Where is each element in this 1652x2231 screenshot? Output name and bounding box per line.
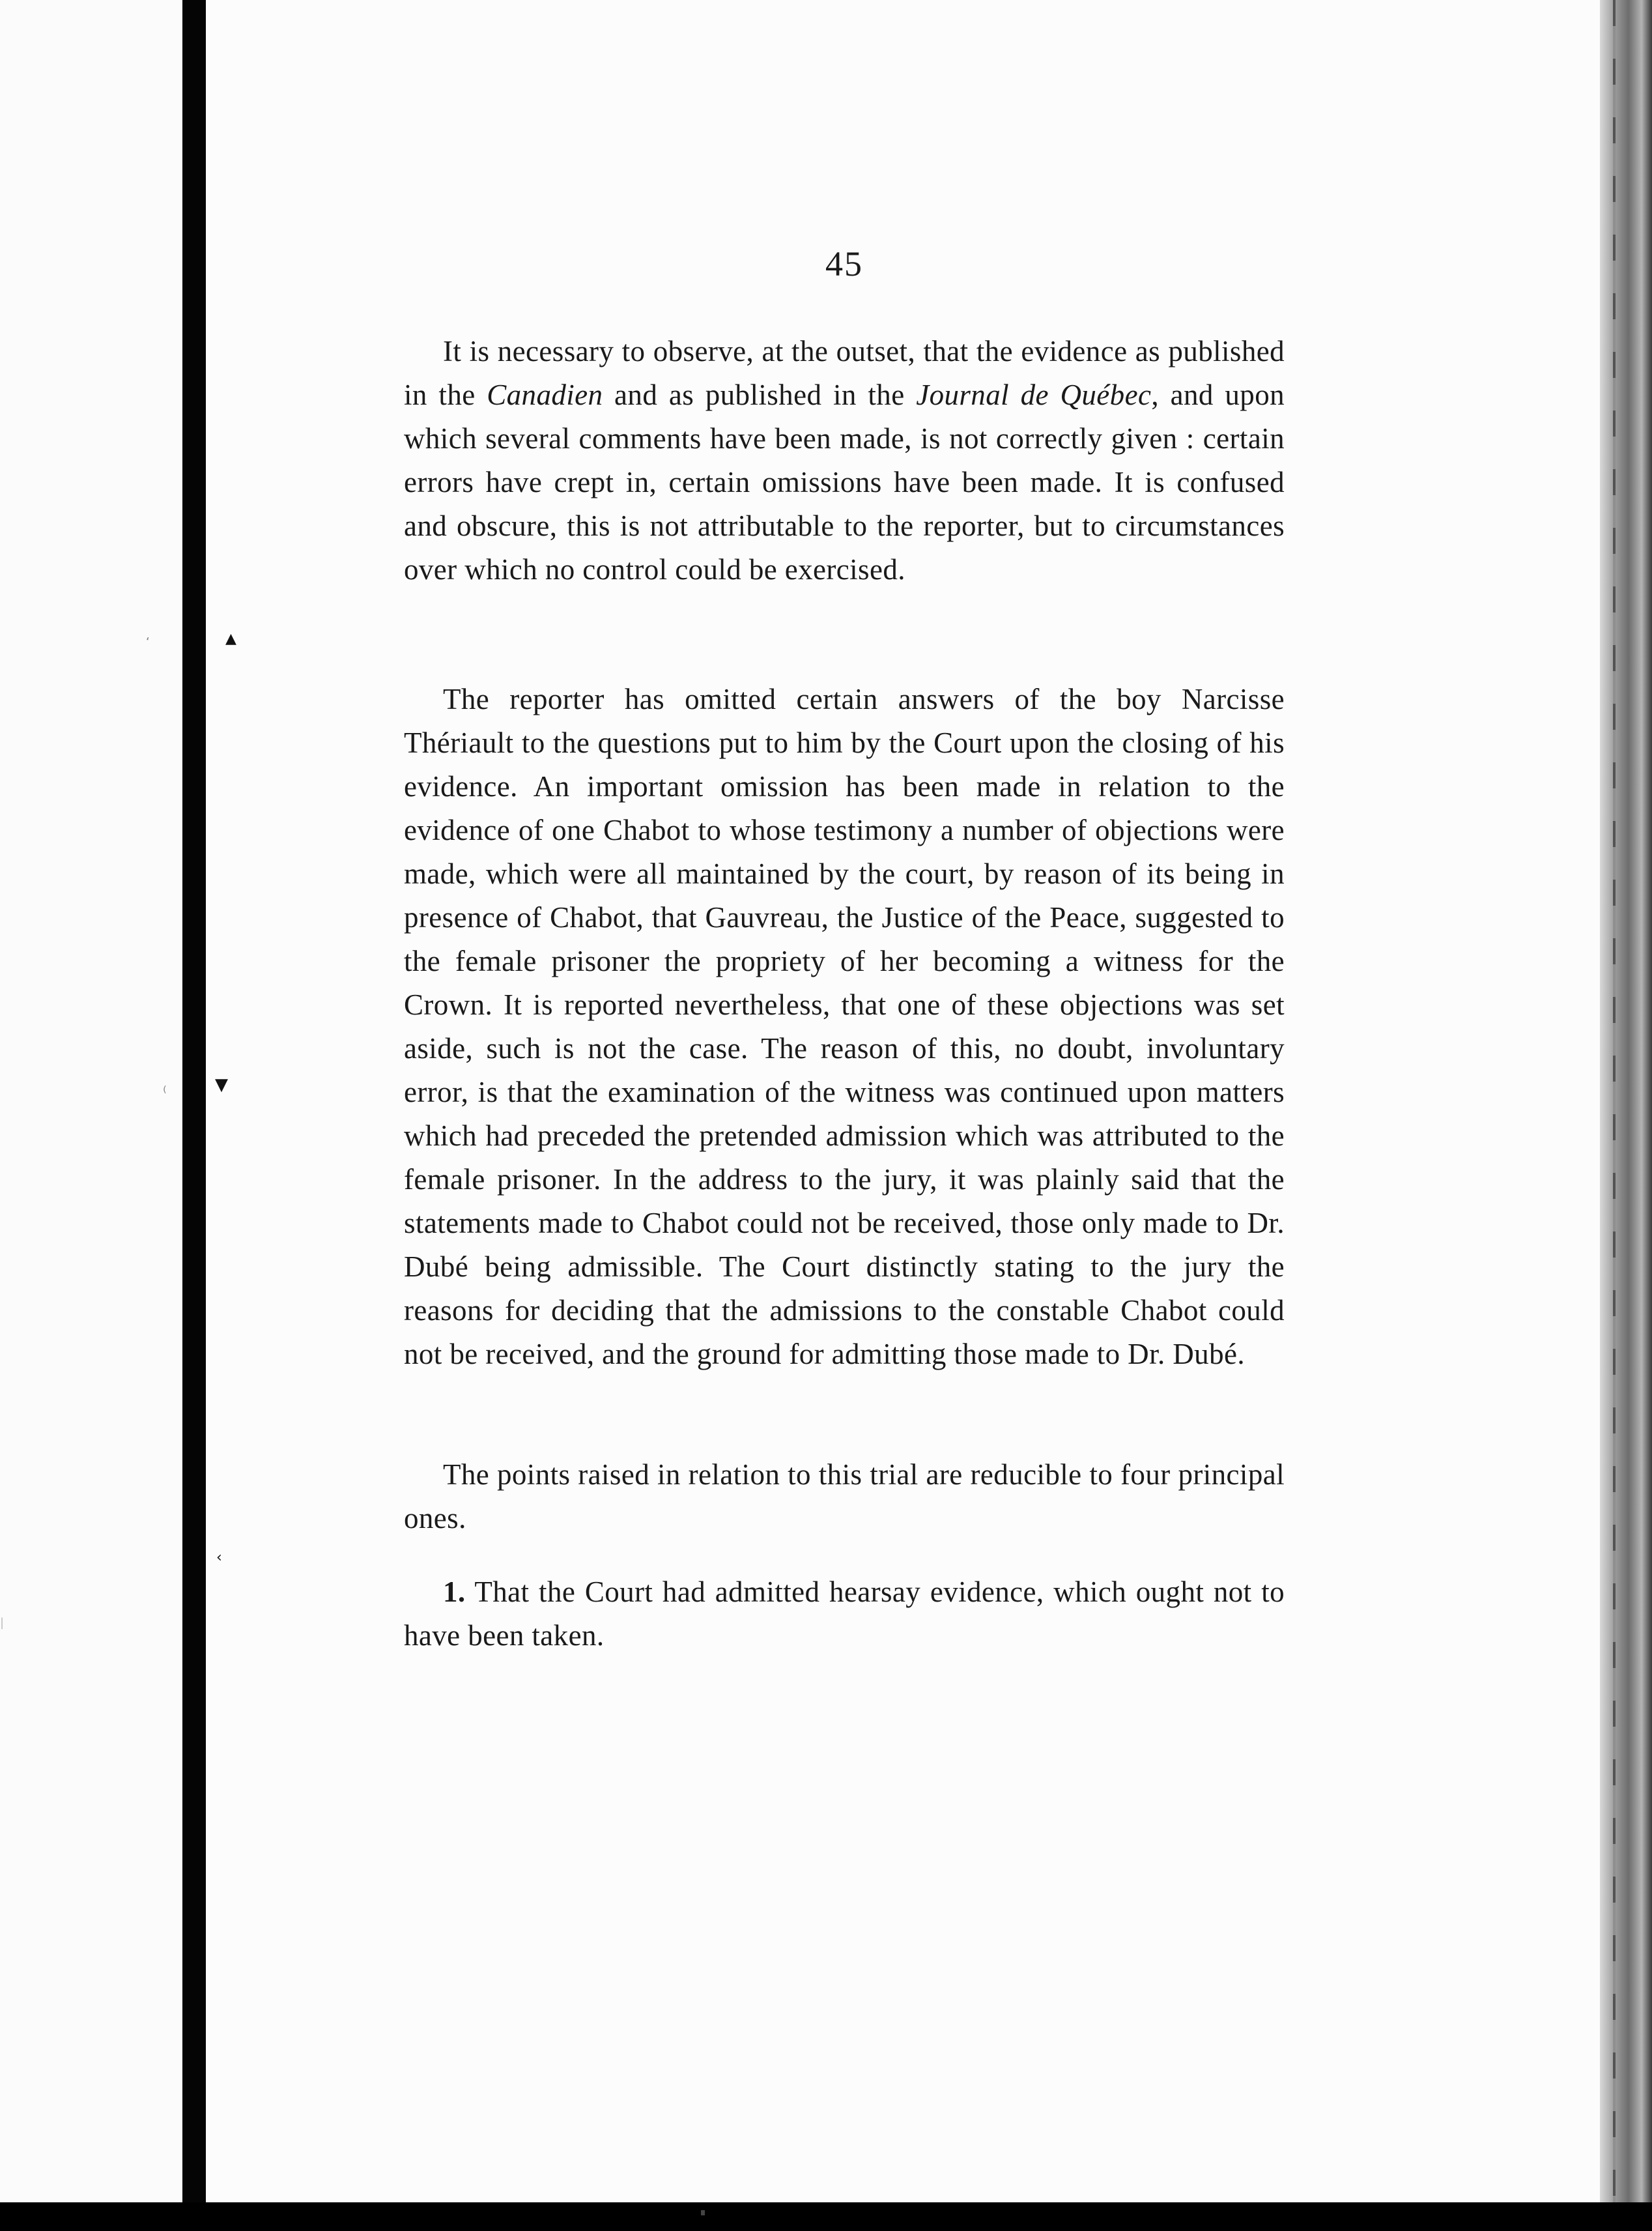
margin-mark: ▼ [215, 1075, 228, 1095]
paragraph-text: and as published in the [603, 379, 917, 411]
numbered-paragraph [404, 1570, 1285, 1658]
page-text [404, 228, 1285, 1658]
paragraph-text: That the Court had admitted hearsay evidence, which ought not to have been taken. [404, 1576, 1285, 1652]
paragraph [404, 330, 1285, 592]
facing-page-edge [0, 0, 182, 2202]
paragraph-italic-text: Journal de Québec [916, 379, 1152, 411]
margin-mark: | [0, 1616, 5, 1630]
paragraph-italic-text: Canadien [487, 379, 603, 411]
page-number: 45 [825, 244, 863, 283]
scan-bottom-border [0, 2202, 1652, 2231]
paragraph [404, 1453, 1285, 1540]
page-fore-edge [1600, 0, 1652, 2202]
list-number: 1. [443, 1576, 466, 1608]
paragraph-text: , and upon which several comments have been made, is not correctly given : certain errors have crept in, certain omissions have been made. It is confused and obscure, this is not attributable to the reporter, but to circumstances over which no control could be exercised. [404, 379, 1285, 586]
book-gutter [182, 0, 206, 2202]
paragraph [404, 678, 1285, 1376]
paragraph-text: The points raised in relation to this trial are reducible to four principal ones. [404, 1458, 1285, 1534]
margin-mark: ‹ [216, 1549, 222, 1566]
scan-bottom-tick [701, 2210, 705, 2215]
margin-mark: ▲ [225, 631, 236, 647]
margin-mark: ‘ [146, 635, 150, 649]
paragraph-text: The reporter has omitted certain answers of the boy Narcisse Thériault to the questions put to him by the Court upon the closing of his evidence. An important omission has been made in relation to the evidence of one Chabot to whose testimony a number of objections were made, which were all maintained by the court, by reason of its being in presence of Chabot, that Gauvreau, the Justice of the Peace, suggested to the female prisoner the propriety of her becoming a witness for the Crown. It is reported nevertheless, that one of these objections was set aside, such is not the case. The reason of this, no doubt, involuntary error, is that the examination of the witness was continued upon matters which had preceded the pretended admission which was attributed to the female prisoner. In the address to the jury, it was plainly said that the statements made to Chabot could not be received, those only made to Dr. Dubé being admissible. The Court distinctly stating to the jury the reasons for deciding that the admissions to the constable Chabot could not be received, and the ground for admitting those made to Dr. Dubé. [404, 683, 1285, 1370]
margin-mark: ⁽ [163, 1083, 167, 1101]
paragraph-text: It is necessary to observe, at the outset, that the evidence as published in the [404, 335, 1285, 411]
